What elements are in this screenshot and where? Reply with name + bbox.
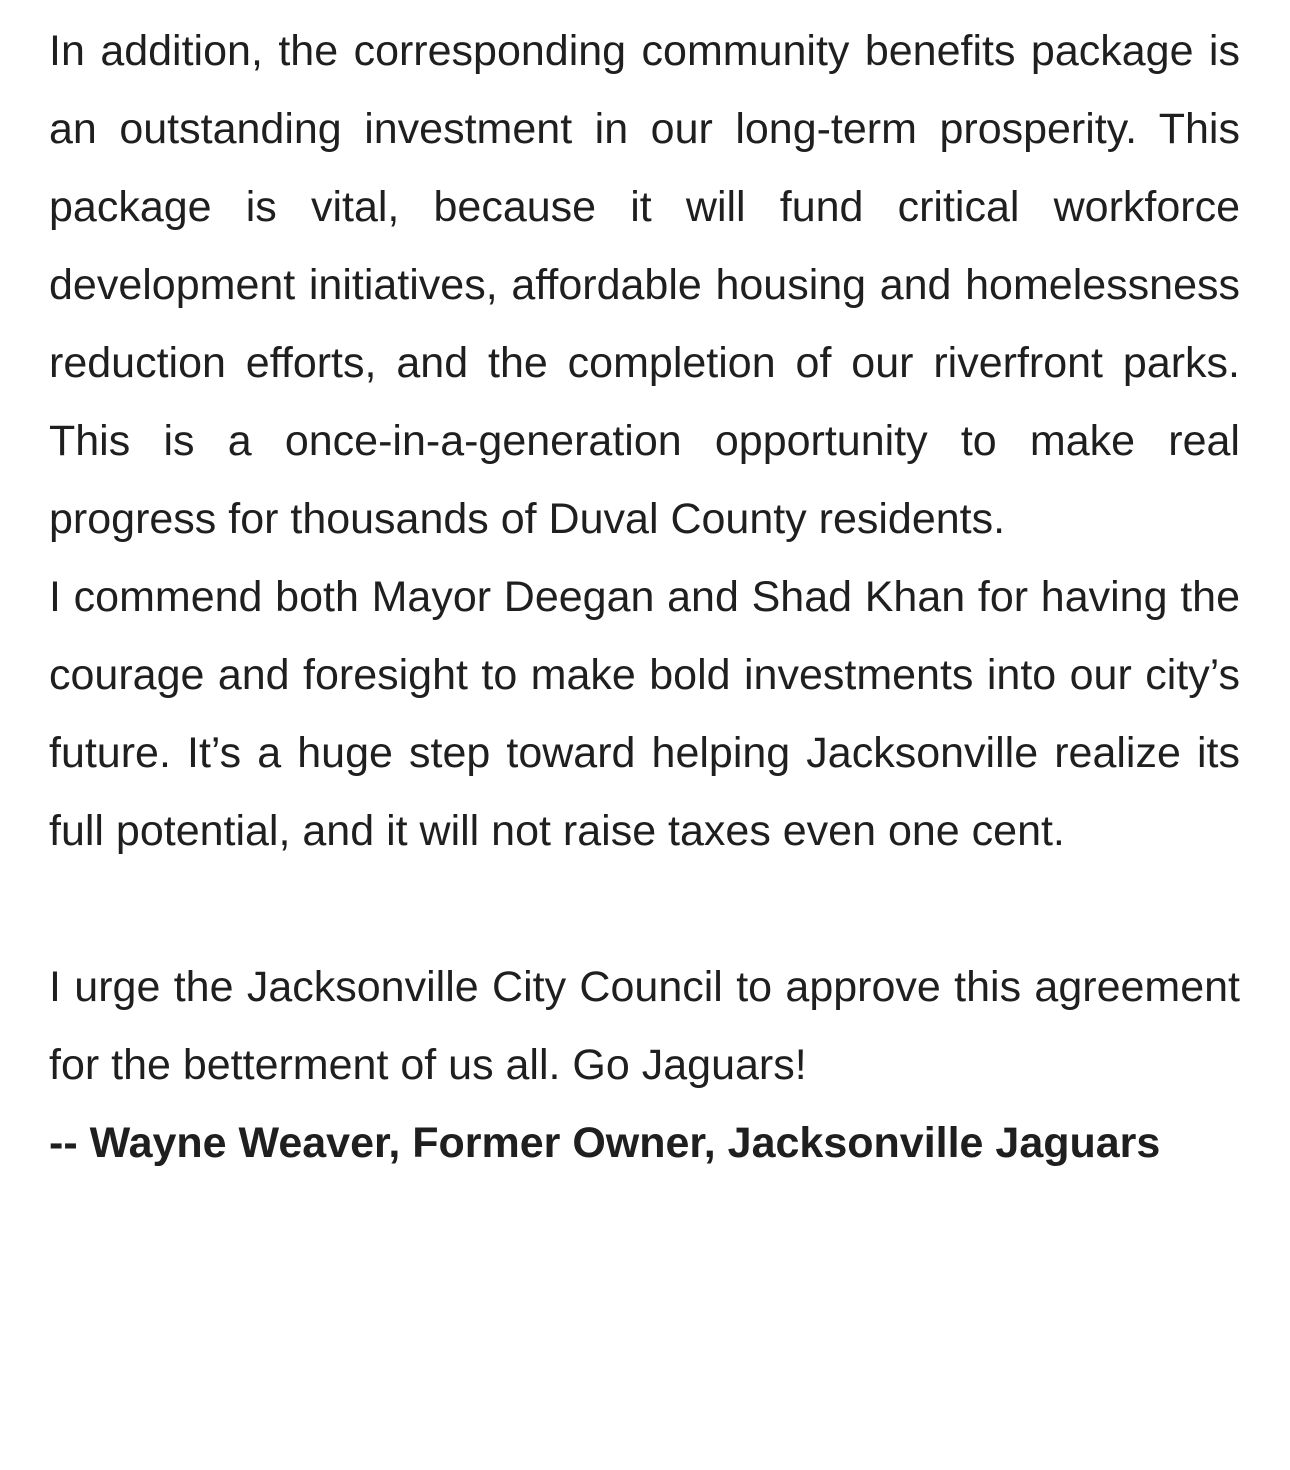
paragraph-urge-council: I urge the Jacksonville City Council to approve this agreement for the betterment of us all. Go Jaguars!	[49, 963, 1240, 1089]
paragraph-spacer	[49, 870, 1240, 948]
signature: -- Wayne Weaver, Former Owner, Jacksonville Jaguars	[49, 1119, 1161, 1167]
document-body	[49, 12, 1240, 1182]
paragraph-community-benefits: In addition, the corresponding community benefits package is an outstanding investment in our long-term prosperity. This package is vital, because it will fund critical workforce development initiatives, affordable housing and homelessness reduction efforts, and the completion of our riverfront parks. This is a once-in-a-generation opportunity to make real progress for thousands of Duval County residents.	[49, 27, 1240, 543]
paragraph-commendation: I commend both Mayor Deegan and Shad Khan for having the courage and foresight to make bold investments into our city’s future. It’s a huge step toward helping Jacksonville realize its full potential, and it will not raise taxes even one cent.	[49, 573, 1240, 855]
